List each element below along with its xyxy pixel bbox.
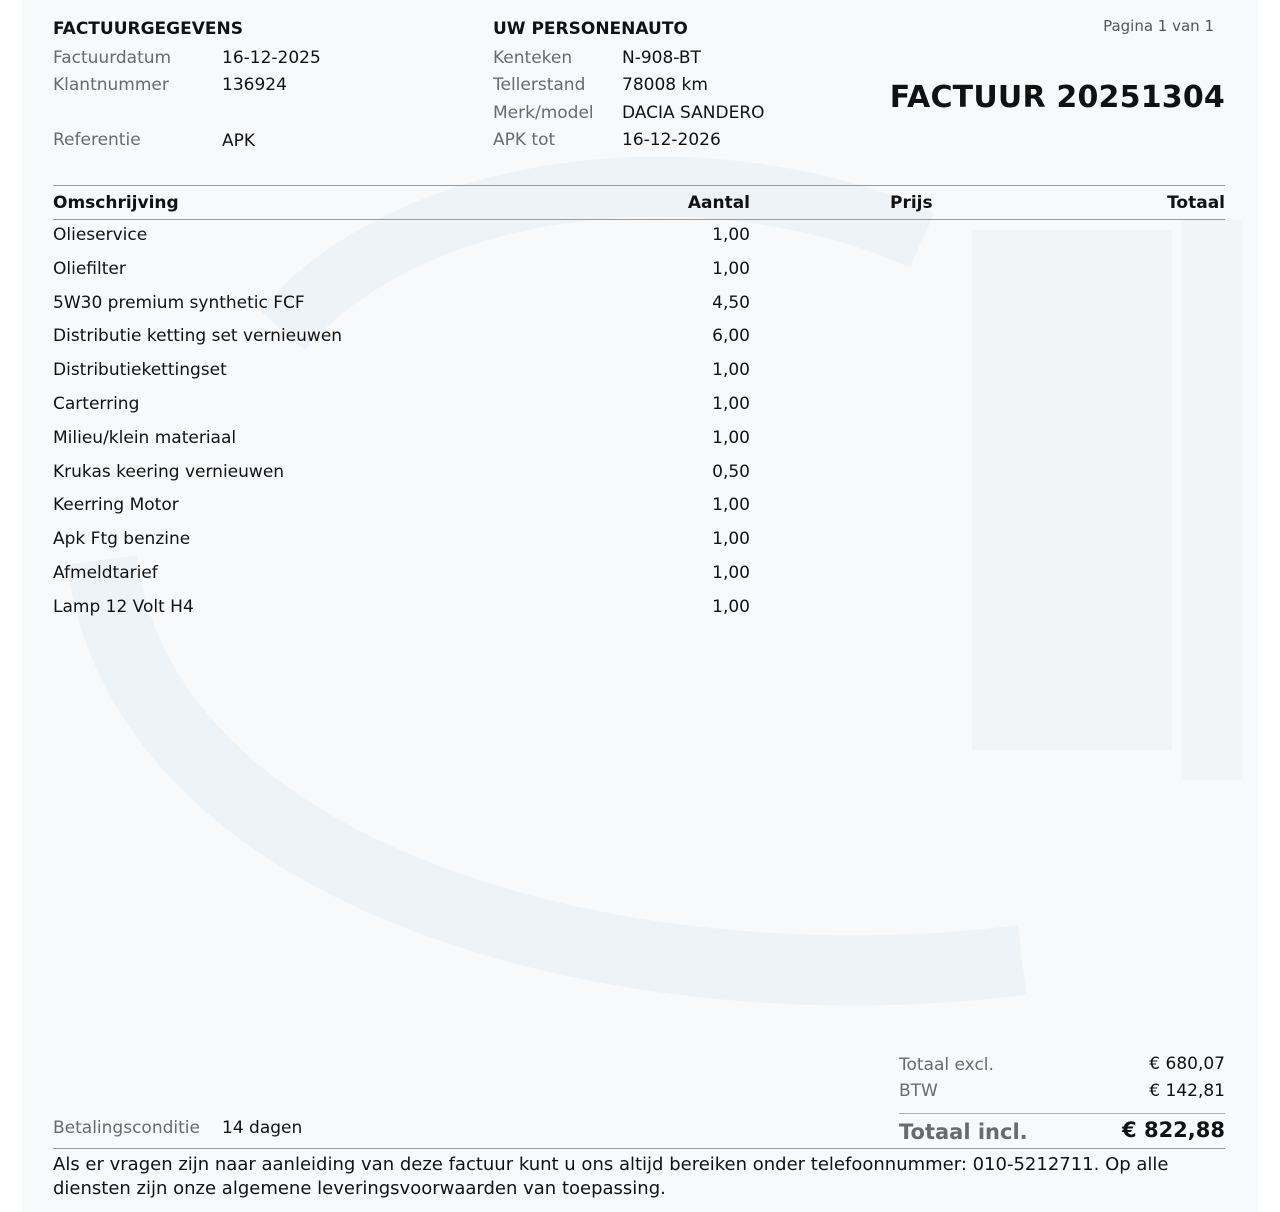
make-model-value: DACIA SANDERO: [622, 103, 765, 123]
odometer-value: 78008 km: [622, 75, 708, 95]
footer-divider: [53, 1148, 1225, 1149]
license-plate-value: N-908-BT: [622, 48, 701, 68]
line-quantity: 4,50: [712, 293, 750, 313]
reference-value: APK: [222, 131, 256, 151]
line-quantity: 1,00: [712, 495, 750, 515]
line-description: 5W30 premium synthetic FCF: [53, 293, 305, 313]
odometer-label: Tellerstand: [493, 75, 586, 95]
table-top-divider: [53, 185, 1225, 186]
subtotal-label: Totaal excl.: [899, 1055, 994, 1075]
grand-total-value: € 822,88: [1122, 1118, 1225, 1142]
line-quantity: 1,00: [712, 428, 750, 448]
column-header-total: Totaal: [1167, 193, 1225, 213]
vat-label: BTW: [899, 1081, 938, 1101]
line-quantity: 1,00: [712, 563, 750, 583]
line-quantity: 1,00: [712, 394, 750, 414]
line-quantity: 6,00: [712, 326, 750, 346]
line-description: Distributie ketting set vernieuwen: [53, 326, 343, 346]
customer-number-value: 136924: [222, 75, 287, 95]
line-description: Lamp 12 Volt H4: [53, 597, 194, 617]
line-description: Olieservice: [53, 225, 148, 245]
table-header-divider: [53, 219, 1225, 220]
line-quantity: 1,00: [712, 597, 750, 617]
line-quantity: 1,00: [712, 225, 750, 245]
vat-value: € 142,81: [1149, 1081, 1225, 1101]
line-description: Krukas keering vernieuwen: [53, 462, 285, 482]
payment-terms-value: 14 dagen: [222, 1118, 303, 1138]
line-description: Distributiekettingset: [53, 360, 227, 380]
payment-terms-label: Betalingsconditie: [53, 1118, 200, 1138]
line-quantity: 1,00: [712, 259, 750, 279]
license-plate-label: Kenteken: [493, 48, 573, 68]
line-quantity: 1,00: [712, 529, 750, 549]
subtotal-value: € 680,07: [1149, 1054, 1225, 1074]
make-model-label: Merk/model: [493, 103, 594, 123]
invoice-date-label: Factuurdatum: [53, 48, 172, 68]
grand-total-label: Totaal incl.: [899, 1120, 1028, 1144]
line-description: Milieu/klein materiaal: [53, 428, 237, 448]
apk-until-label: APK tot: [493, 130, 556, 150]
page-indicator: Pagina 1 van 1: [1103, 17, 1214, 35]
line-description: Oliefilter: [53, 259, 126, 279]
invoice-date-value: 16-12-2025: [222, 48, 321, 68]
line-description: Keerring Motor: [53, 495, 179, 515]
column-header-quantity: Aantal: [687, 193, 750, 213]
line-description: Afmeldtarief: [53, 563, 158, 583]
line-description: Carterring: [53, 394, 140, 414]
invoice-page: [22, 0, 1258, 1212]
column-header-description: Omschrijving: [53, 193, 179, 213]
line-quantity: 1,00: [712, 360, 750, 380]
footer-note: Als er vragen zijn naar aanleiding van deze factuur kunt u ons altijd bereiken onder telefoonnummer: 010-5212711. Op alle diensten zijn onze algemene leveringsvoorwaarden van toepassing.: [53, 1154, 1169, 1199]
line-description: Apk Ftg benzine: [53, 529, 191, 549]
invoice-details-heading: FACTUURGEGEVENS: [53, 19, 243, 39]
apk-until-value: 16-12-2026: [622, 130, 721, 150]
customer-number-label: Klantnummer: [53, 75, 169, 95]
vehicle-heading: UW PERSONENAUTO: [493, 19, 688, 39]
reference-label: Referentie: [53, 130, 141, 150]
totals-divider: [899, 1113, 1225, 1114]
invoice-title: FACTUUR 20251304: [889, 80, 1225, 115]
line-quantity: 0,50: [712, 462, 750, 482]
column-header-price: Prijs: [890, 193, 933, 213]
